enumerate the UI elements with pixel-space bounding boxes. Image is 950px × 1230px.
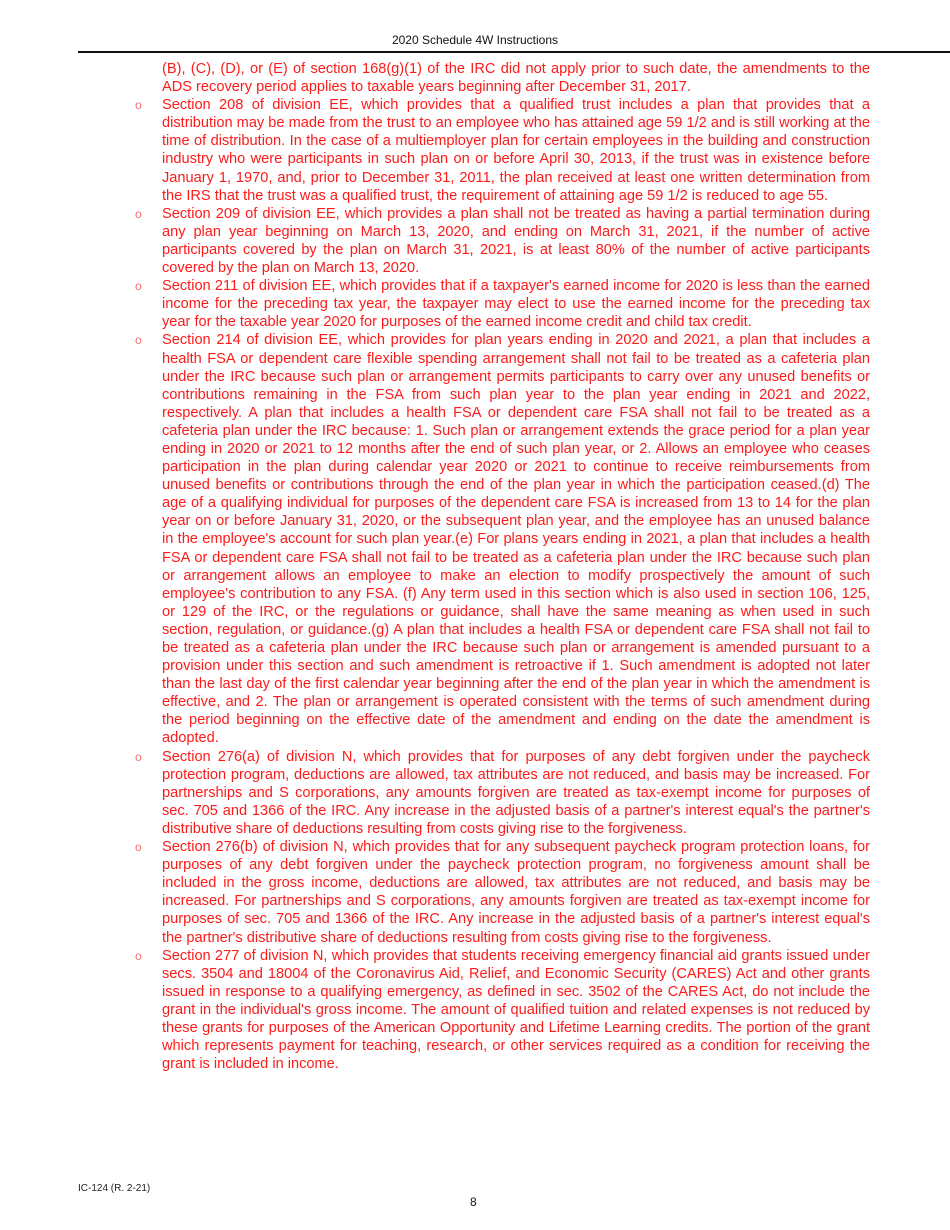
document-body — [135, 60, 870, 1073]
list-item-text: Section 276(a) of division N, which provides that for purposes of any debt forgiven under the paycheck protection program, deductions are allowed, tax attributes are not reduced, and basis may be increased. For partnerships and S corporations, any amounts forgiven are treated as tax-exempt income for purposes of sec. 705 and 1366 of the IRC. Any increase in the adjusted basis of a partner's interest equal's the partner's distributive share of deductions resulting from costs giving rise to the forgiveness. — [162, 748, 870, 837]
header-rule — [78, 51, 950, 53]
list-item — [135, 947, 870, 1074]
list-item-text: Section 211 of division EE, which provides that if a taxpayer's earned income for 2020 is less than the earned income for the preceding tax year, the taxpayer may elect to use the earned income for the preceding tax year for the taxable year 2020 for purposes of the earned income credit and child tax credit. — [162, 278, 870, 331]
bullet-icon: o — [135, 948, 142, 963]
list-item-text: Section 277 of division N, which provides that students receiving emergency financial aid grants issued under secs. 3504 and 18004 of the Coronavirus Aid, Relief, and Economic Security (CARES) Act and other grants issued in response to a qualifying emergency, as defined in sec. 3502 of the CARES Act, do not include the grant in the individual's gross income. The amount of qualified tuition and related expenses is not reduced by these grants for purposes of the American Opportunity and Lifetime Learning credits. The portion of the grant which represents payment for teaching, research, or other services required as a condition for receiving the grant is included in income. — [162, 947, 870, 1073]
page-header-title: 2020 Schedule 4W Instructions — [391, 33, 559, 47]
list-item — [135, 748, 870, 838]
list-item — [135, 205, 870, 277]
bullet-icon: o — [135, 749, 142, 764]
intro-paragraph: (B), (C), (D), or (E) of section 168(g)(1) of the IRC did not apply prior to such date, the amendments to the ADS recovery period applies to taxable years beginning after December 31, 2017. — [162, 61, 870, 96]
list-item — [135, 838, 870, 947]
list-item-text: Section 209 of division EE, which provides a plan shall not be treated as having a partial termination during any plan year beginning on March 13, 2020, and ending on March 31, 2021, if the number of active participants covered by the plan on March 31, 2021, is at least 80% of the number of active participants covered by the plan on March 13, 2020. — [162, 205, 870, 277]
list-item — [135, 331, 870, 747]
form-id: IC-124 (R. 2-21) — [78, 1183, 151, 1194]
bullet-icon: o — [135, 279, 142, 294]
bullet-icon: o — [135, 333, 142, 348]
list-item — [135, 96, 870, 205]
list-item-text: Section 276(b) of division N, which provides that for any subsequent paycheck program protection loans, for purposes of any debt forgiven under the paycheck protection program, no forgiveness amount shall be included in the gross income, deductions are allowed, tax attributes are not reduced, and basis may be increased. For partnerships and S corporations, any amounts forgiven are treated as tax-exempt income for purposes of sec. 705 and 1366 of the IRC. Any increase in the adjusted basis of a partner's interest equal's the partner's distributive share of deductions resulting from costs giving rise to the forgiveness. — [162, 839, 870, 946]
list-item — [135, 277, 870, 331]
bullet-list — [135, 96, 870, 1073]
list-item-text: Section 208 of division EE, which provides that a qualified trust includes a plan that provides that a distribution may be made from the trust to an employee who has attained age 59 1/2 and is still working at the time of distribution. In the case of a multiemployer plan for certain employees in the building and construction industry who were participants in such plan on or before April 30, 2013, if the trust was in existence before January 1, 1970, and, prior to December 31, 2011, the plan received at least one written determination from the IRS that the trust was a qualified trust, the requirement of attaining age 59 1/2 is reduced to age 55. — [162, 97, 870, 204]
bullet-icon: o — [135, 840, 142, 855]
bullet-icon: o — [135, 206, 142, 221]
list-item-text: Section 214 of division EE, which provides for plan years ending in 2020 and 2021, a plan that includes a health FSA or dependent care flexible spending arrangement shall not fail to be treated as a cafeteria plan under the IRC because such plan or arrangement permits participants to carry over any unused benefits or contributions remaining in the FSA from such plan year to the plan year ending in 2021 and 2022, respectively. A plan that includes a health FSA or dependent care FSA shall not fail to be treated as a cafeteria plan under the IRC because: 1. Such plan or arrangement extends the grace period for a plan year ending in 2020 or 2021 to 12 months after the end of such plan year, or 2. Allows an employee who ceases participation in the plan during calendar year 2020 or 2021 to continue to receive reimbursements from unused benefits or contributions through the end of the plan year in which the participation ceased.(d) The age of a qualifying individual for purposes of the dependent care FSA is increased from 13 to 14 for the plan year on or before January 31, 2020, or the subsequent plan year, and the employee has an unused balance in the employee's account for such plan year.(e) For plans years ending in 2021, a plan that includes a health FSA or dependent care FSA shall not fail to be treated as a cafeteria plan under the IRC because such plan or arrangement allows an employee to make an election to modify prospectively the amount of such employee's contribution to any FSA. (f) Any term used in this section which is also used in section 106, 125, or 129 of the IRC, or the regulations or guidance, shall have the same meaning as when used in such section, regulation, or guidance.(g) A plan that includes a health FSA or dependent care FSA shall not fail to be treated as a cafeteria plan under the IRC because such plan or arrangement is amended pursuant to a provision under this section and such amendment is retroactive if 1. Such amendment is adopted not later than the last day of the first calendar year beginning after the end of the plan year in which the amendment is effective, and 2. The plan or arrangement is operated consistent with the terms of such amendment during the period beginning on the effective date of the amendment and ending on the date the amendment is adopted. — [162, 332, 870, 747]
bullet-icon: o — [135, 98, 142, 113]
page-number: 8 — [470, 1195, 477, 1209]
